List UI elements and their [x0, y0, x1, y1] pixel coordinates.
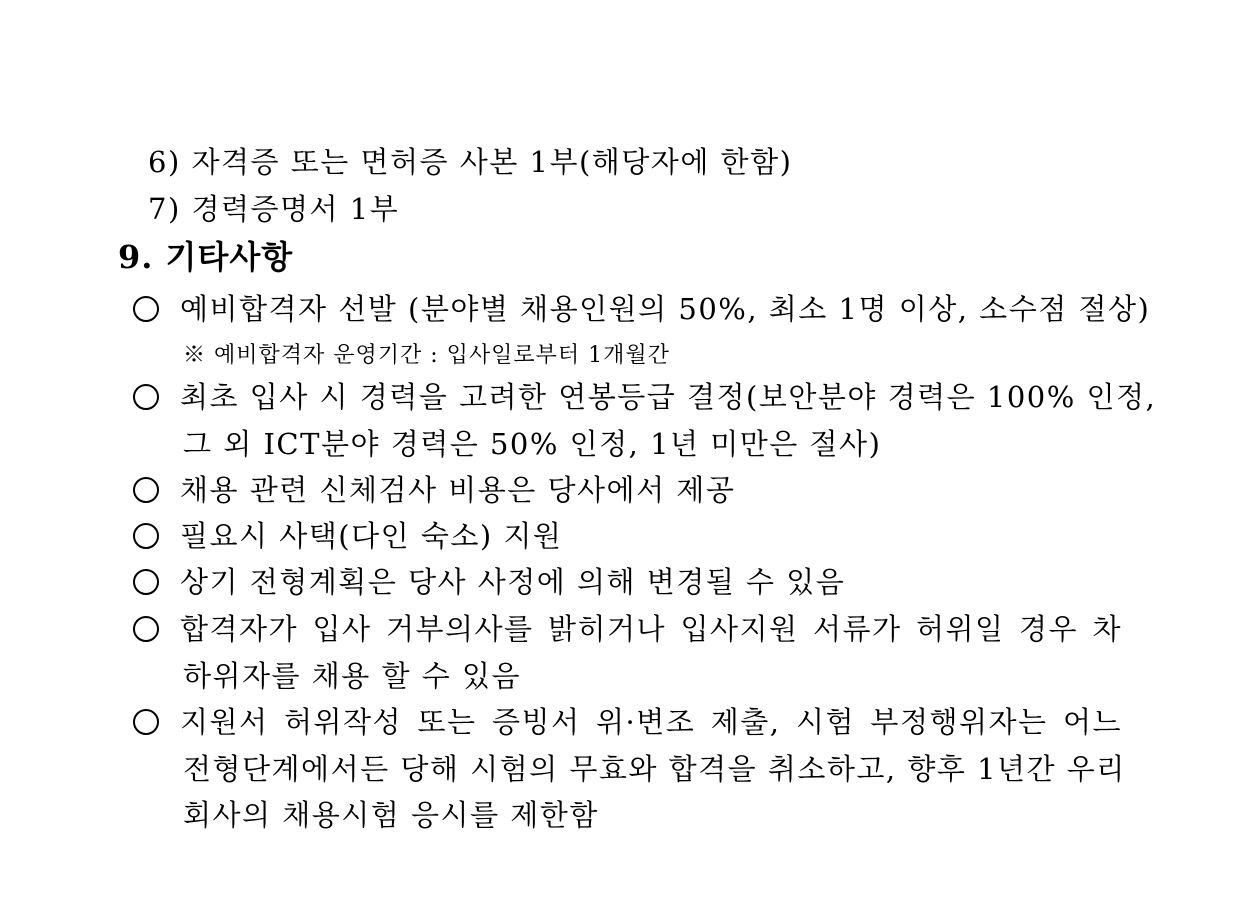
bullet-text-4: 필요시 사택(다인 숙소) 지원	[180, 519, 563, 553]
section-heading: 9. 기타사항	[118, 238, 294, 276]
attachment-item-7: 7) 경력증명서 1부	[148, 192, 400, 226]
bullet-text-7-cont: 전형단계에서든 당해 시험의 무효와 합격을 취소하고, 향후 1년간 우리	[183, 752, 1126, 786]
bullet-text-2: 최초 입사 시 경력을 고려한 연봉등급 결정(보안분야 경력은 100% 인정,	[180, 380, 1157, 414]
bullet-text-2-cont: 그 외 ICT분야 경력은 50% 인정, 1년 미만은 절사)	[183, 427, 882, 461]
circle-bullet-icon	[133, 384, 159, 410]
bullet-text-5: 상기 전형계획은 당사 사정에 의해 변경될 수 있음	[180, 565, 846, 599]
circle-bullet-icon	[133, 523, 159, 549]
reserve-note: ※ 예비합격자 운영기간 : 입사일로부터 1개월간	[183, 343, 670, 368]
circle-bullet-icon	[133, 616, 159, 642]
bullet-text-6-cont: 하위자를 채용 할 수 있음	[183, 659, 522, 693]
circle-bullet-icon	[133, 477, 159, 503]
bullet-text-7-cont2: 회사의 채용시험 응시를 제한함	[183, 798, 599, 832]
circle-bullet-icon	[133, 296, 159, 322]
bullet-text-7: 지원서 허위작성 또는 증빙서 위·변조 제출, 시험 부정행위자는 어느	[180, 705, 1122, 739]
circle-bullet-icon	[133, 569, 159, 595]
bullet-text-1: 예비합격자 선발 (분야별 채용인원의 50%, 최소 1명 이상, 소수점 절상)	[180, 292, 1151, 326]
bullet-text-3: 채용 관련 신체검사 비용은 당사에서 제공	[180, 473, 736, 507]
bullet-text-6: 합격자가 입사 거부의사를 밝히거나 입사지원 서류가 허위일 경우 차	[180, 612, 1122, 646]
attachment-item-6: 6) 자격증 또는 면허증 사본 1부(해당자에 한함)	[148, 145, 793, 179]
circle-bullet-icon	[133, 709, 159, 735]
